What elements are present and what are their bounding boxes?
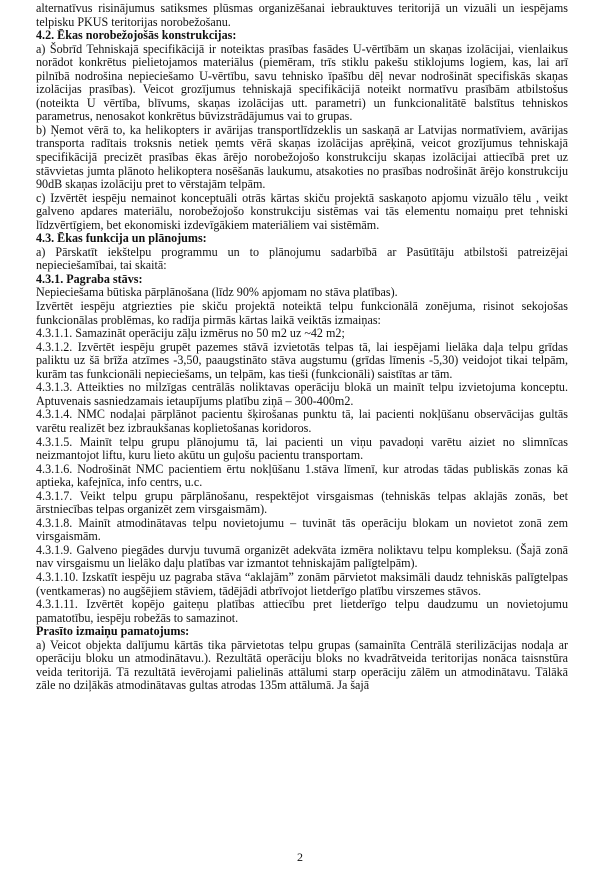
document-body	[36, 2, 568, 693]
paragraph-evaluate-zoning: Izvērtēt iespēju atgriezties pie skiču projektā noteiktā telpu funkcionālā zonējuma, risinot sekojošas funkcionālas problēmas, ko radīja pirmās kārtas laikā veiktās izmaiņas:	[36, 299, 568, 327]
item-4-3-1-6: 4.3.1.6. Nodrošināt NMC pacientiem ērtu nokļūšanu 1.stāva līmenī, kur atrodas tādas publiskās zonas kā aptieka, kafejnīca, info centrs, u.c.	[36, 461, 568, 490]
paragraph-4-2-c: c) Izvērtēt iespēju nemainot konceptuāli otrās kārtas skiču projektā saskaņoto apjomu vizuālo tēlu , veikt galveno apdares materiālu, norobežojošo konstrukciju sistēmas vai tās elementu nomaiņu pret tehniski līdzvērtīgiem, bet ekonomiski izdevīgākiem materiāliem vai sistēmām.	[36, 190, 568, 232]
heading-4-2-enclosing-structures: 4.2. Ēkas norobežojošās konstrukcijas:	[36, 28, 237, 43]
paragraph-4-2-a: a) Šobrīd Tehniskajā specifikācijā ir noteiktas prasības fasādes U-vērtībām un skaņas izolācijai, vienlaikus norādot konkrētus pielietojamos materiālus (piemēram, trīs stiklu pakešu stiklojums logiem, kas, lai arī pilnībā nodrošina nepieciešamo U-vērtību, savu tehnisko īpašību dēļ nevar nodrošināt specifiskās skaņas izolācijas prasības). Veicot grozījumus tehniskajā specifikācijā noteikt normatīvu prasībām atbilstošus (noteikta U vērtība, blīvums, skaņas izolācijas utt. parametri) un funkcionalitātē balstītus tehniskos parametrus, nenosakot konkrētus būvizstrādājumus vai to grupas.	[36, 41, 568, 124]
item-4-3-1-1: 4.3.1.1. Samazināt operāciju zāļu izmērus no 50 m2 uz ~42 m2;	[36, 326, 345, 341]
heading-4-3-1-basement: 4.3.1. Pagraba stāvs:	[36, 271, 143, 286]
item-4-3-1-5: 4.3.1.5. Mainīt telpu grupu plānojumu tā, lai pacienti un viņu pavadoņi varētu aiziet no slimnīcas neizmantojot liftu, kuru lieto akūtu un guļošu pacientu transportam.	[36, 434, 568, 463]
heading-change-justification: Prasīto izmaiņu pamatojums:	[36, 624, 190, 639]
item-4-3-1-7: 4.3.1.7. Veikt telpu grupu pārplānošanu, respektējot virsgaismas (tehniskās telpas aklajās zonās, bet ārstniecības telpas organizēt zem virsgaismām).	[36, 488, 568, 517]
item-4-3-1-10: 4.3.1.10. Izskatīt iespēju uz pagraba stāva “aklajām” zonām pārvietot maksimāli daudz tehniskās palīgtelpas (ventkameras) no augšējiem stāviem, tādējādi atbrīvojot lietderīgo platību virszemes stāvos.	[36, 569, 568, 598]
item-4-3-1-11: 4.3.1.11. Izvērtēt kopējo gaiteņu platības attiecību pret lietderīgo telpu daudzumu un novietojumu pamatotību, iespēju robežās to samazinot.	[36, 597, 568, 625]
paragraph-4-3-a: a) Pārskatīt iekštelpu programmu un to plānojumu sadarbībā ar Pasūtītāju atbilstoši patreizējai nepieciešamībai, tai skaitā:	[36, 244, 568, 273]
page-number: 2	[297, 850, 303, 864]
heading-4-3-building-function: 4.3. Ēkas funkcija un plānojums:	[36, 231, 207, 246]
paragraph-replanning-needed: Nepieciešama būtiska pārplānošana (līdz 90% apjomam no stāva platības).	[36, 285, 398, 300]
paragraph-justification-a: a) Veicot objekta dalījumu kārtās tika pārvietotas telpu grupas (samainīta Centrālā sterilizācijas nodaļa ar operāciju bloku un atmodinātavu.). Rezultātā operāciju bloks no kvadrātveida teritorijas nonāca taisnstūra veida teritorijā. Tā rezultātā ievērojami palielinās attālumi starp operāciju zālēm un atmodinātavu. Tālākā zāle no dziļākās atmodinātavas gultas atrodas 135m attālumā. Ja šajā	[36, 637, 568, 693]
item-4-3-1-8: 4.3.1.8. Mainīt atmodinātavas telpu novietojumu – tuvināt tās operāciju blokam un novietot zonā zem virsgaismām.	[36, 515, 568, 544]
item-4-3-1-3: 4.3.1.3. Atteikties no milzīgas centrālās noliktavas operāciju blokā un mainīt telpu izvietojuma konceptu. Aptuvenais sasniedzamais ietaupījums platību ziņā – 300-400m2.	[36, 380, 568, 408]
item-4-3-1-9: 4.3.1.9. Galveno piegādes durvju tuvumā organizēt adekvāta izmēra noliktavu telpu kompleksu. (Šajā zonā nav virsgaismu un lielāko daļu platības var izmantot tehniskajām palīgtelpām).	[36, 542, 568, 571]
paragraph-pkus-territory: alternatīvus risinājumus satiksmes plūsmas organizēšanai iebrauktuves teritorijā un vizuāli un iespējams telpisku PKUS teritorijas norobežošanu.	[36, 1, 568, 29]
item-4-3-1-4: 4.3.1.4. NMC nodaļai pārplānot pacientu šķirošanas punktu tā, lai pacienti nokļūšanu observācijas gultās varētu realizēt bez izbraukšanas koplietošanas koridoros.	[36, 407, 568, 435]
paragraph-4-2-b: b) Ņemot vērā to, ka helikopters ir avārijas transportlīdzeklis un saskaņā ar Latvijas normatīviem, avārijas transporta radītais troksnis netiek ņemts vērā skaņas izolācijas aprēķinā, veicot grozījumus tehniskajā specifikācijā precizēt prasības ēkas ārējo norobežojošo konstrukciju skaņas izolācijai attiecībā pret uz stāvvietas jumta plānoto helikoptera nosēšanās laukumu, atsakoties no prasības nodrošināt ārējo konstrukciju 90dB skaņas izolāciju pret to vērstajām telpām.	[36, 122, 568, 192]
item-4-3-1-2: 4.3.1.2. Izvērtēt iespēju grupēt pazemes stāvā izvietotās telpas tā, lai iespējami lielāka daļa telpu grīdas paliktu uz šā brīža atzīmes -3,50, paaugstināto stāva augstumu (grīdas līmenis -5,30) veidojot tikai telpām, kurām tas funkcionāli nepieciešams, un telpām, kas tieši (funkcionāli) saistītas ar tām.	[36, 339, 568, 381]
